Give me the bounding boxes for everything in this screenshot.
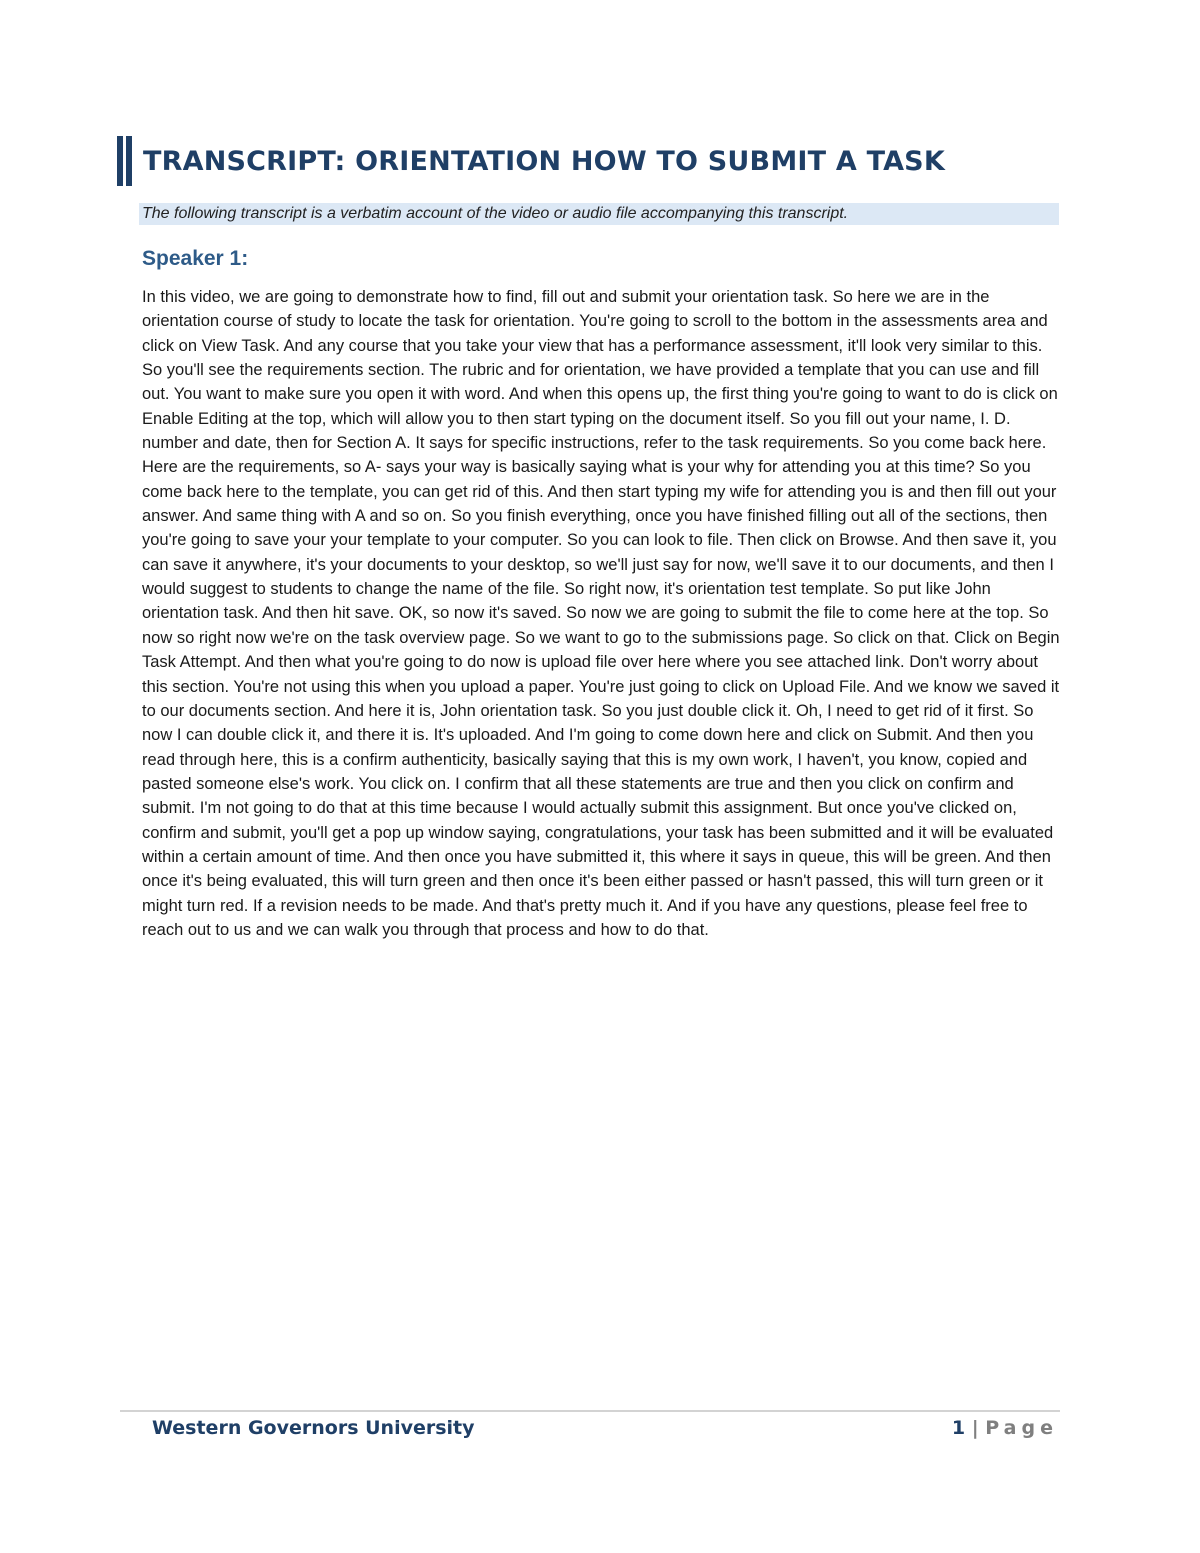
- speaker-heading: Speaker 1:: [142, 247, 249, 270]
- transcript-disclaimer: The following transcript is a verbatim account of the video or audio file accompanying this transcript.: [139, 203, 1059, 225]
- document-title: TRANSCRIPT: ORIENTATION HOW TO SUBMIT A TASK: [143, 146, 945, 177]
- footer-organization: Western Governors University: [152, 1417, 475, 1439]
- page-label: Page: [985, 1417, 1058, 1439]
- footer-page-indicator: [952, 1417, 1058, 1439]
- title-accent-bar: [117, 136, 123, 186]
- page-number: 1: [951, 1417, 966, 1439]
- footer-divider: [120, 1410, 1060, 1412]
- title-bar: [117, 133, 1057, 189]
- transcript-body: In this video, we are going to demonstrate how to find, fill out and submit your orientation task. So here we are in the orientation course of study to locate the task for orientation. You're going to scroll to the bottom in the assessments area and click on View Task. And any course that you take your view that has a performance assessment, it'll look very similar to this. So you'll see the requirements section. The rubric and for orientation, we have provided a template that you can use and fill out. You want to make sure you open it with word. And when this opens up, the first thing you're going to want to do is click on Enable Editing at the top, which will allow you to then start typing on the document itself. So you fill out your name, I. D. number and date, then for Section A. It says for specific instructions, refer to the task requirements. So you come back here. Here are the requirements, so A- says your way is basically saying what is your why for attending you at this time? So you come back here to the template, you can get rid of this. And then start typing my wife for attending you is and then fill out your answer. And same thing with A and so on. So you finish everything, once you have finished filling out all of the sections, then you're going to save your your template to your computer. So you can look to file. Then click on Browse. And then save it, you can save it anywhere, it's your documents to your desktop, so we'll just say for now, we'll save it to our documents, and then I would suggest to students to change the name of the file. So right now, it's orientation test template. So put like John orientation task. And then hit save. OK, so now it's saved. So now we are going to submit the file to come here at the top. So now so right now we're on the task overview page. So we want to go to the submissions page. So click on that. Click on Begin Task Attempt. And then what you're going to do now is upload file over here where you see attached link. Don't worry about this section. You're not using this when you upload a paper. You're just going to click on Upload File. And we know we saved it to our documents section. And here it is, John orientation task. So you just double click it. Oh, I need to get rid of it first. So now I can double click it, and there it is. It's uploaded. And I'm going to come down here and click on Submit. And then you read through here, this is a confirm authenticity, basically saying that this is my own work, I haven't, you know, copied and pasted someone else's work. You click on. I confirm that all these statements are true and then you click on confirm and submit. I'm not going to do that at this time because I would actually submit this assignment. But once you've clicked on, confirm and submit, you'll get a pop up window saying, congratulations, your task has been submitted and it will be evaluated within a certain amount of time. And then once you have submitted it, this where it says in queue, this will be green. And then once it's being evaluated, this will turn green and then once it's been either passed or hasn't passed, this will turn green or it might turn red. If a revision needs to be made. And that's pretty much it. And if you have any questions, please feel free to reach out to us and we can walk you through that process and how to do that.: [142, 288, 1060, 939]
- title-accent-bar: [126, 136, 132, 186]
- page-separator: |: [971, 1417, 979, 1439]
